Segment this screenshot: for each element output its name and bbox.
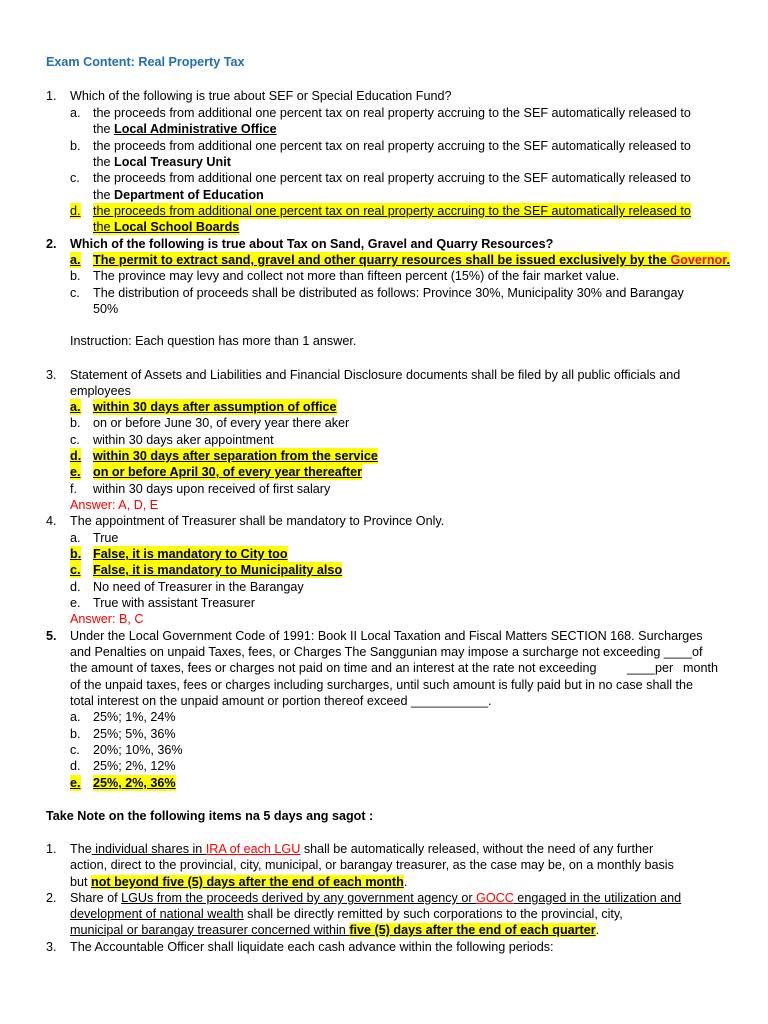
option-text: the <box>93 122 115 136</box>
option-text-highlighted: False, it is mandatory to City too <box>93 547 288 561</box>
option-text: within 30 days aker appointment <box>93 433 274 447</box>
option-text-highlighted: The permit to extract sand, gravel and other quarry resources shall be issued exclusively by the <box>93 253 671 267</box>
note-text-underlined: engaged in the utilization and <box>513 891 682 905</box>
page-title: Exam Content: Real Property Tax <box>46 55 245 69</box>
note-text-underlined: individual shares in <box>91 842 206 856</box>
note-text-underlined: municipal or barangay treasurer concerned within <box>70 923 350 937</box>
note-text-highlighted: five (5) days after the end of each quarter <box>349 923 596 937</box>
option-letter: b. <box>70 416 81 430</box>
question-text: Which of the following is true about Tax on Sand, Gravel and Quarry Resources? <box>70 237 554 251</box>
option-text: on or before June 30, of every year there aker <box>93 416 350 430</box>
question-text: the amount of taxes, fees or charges not paid on time and an interest at the rate not exceeding <box>70 661 597 675</box>
section-heading: Take Note on the following items na 5 days ang sagot : <box>46 809 374 823</box>
option-text: True with assistant Treasurer <box>93 596 255 610</box>
option-letter: a. <box>70 400 81 414</box>
option-letter: a. <box>70 531 81 545</box>
option-keyword: Local Administrative Office <box>114 122 277 136</box>
question-text: Under the Local Government Code of 1991: Book II Local Taxation and Fiscal Matters SECTION 168. Surcharges <box>70 629 703 643</box>
option-text-highlighted: the proceeds from additional one percent tax on real property accruing to the SEF automatically released to <box>93 204 691 218</box>
note-text-underlined: LGUs from the proceeds derived by any government agency or <box>121 891 477 905</box>
question-text: Statement of Assets and Liabilities and Financial Disclosure documents shall be filed by all public officials and <box>70 368 681 382</box>
option-letter: b. <box>70 547 82 561</box>
note-text: The <box>70 842 92 856</box>
answer-text: Answer: B, C <box>70 612 144 626</box>
note-number: 1. <box>46 842 57 856</box>
note-text-highlighted: not beyond five (5) days after the end of each month <box>91 875 404 889</box>
option-text: 25%; 5%, 36% <box>93 727 176 741</box>
option-letter: d. <box>70 449 82 463</box>
note-keyword-red: GOCC <box>476 891 514 905</box>
question-text: The appointment of Treasurer shall be mandatory to Province Only. <box>70 514 445 528</box>
option-text: No need of Treasurer in the Barangay <box>93 580 304 594</box>
note-text: but <box>70 875 92 889</box>
option-text: the <box>93 220 115 234</box>
option-text: The province may levy and collect not more than fifteen percent (15%) of the fair market value. <box>93 269 620 283</box>
option-letter: e. <box>70 776 81 790</box>
option-text: within 30 days upon received of first salary <box>93 482 331 496</box>
option-text: 25%; 1%, 24% <box>93 710 176 724</box>
question-text: Which of the following is true about SEF or Special Education Fund? <box>70 89 452 103</box>
option-keyword: Local School Boards <box>114 220 240 234</box>
option-text: the <box>93 188 115 202</box>
option-text-highlighted: on or before April 30, of every year thereafter <box>93 465 362 479</box>
option-letter: d. <box>70 759 81 773</box>
question-text: and Penalties on unpaid Taxes, fees, or Charges The Sanggunian may impose a surcharge not exceeding ____of <box>70 645 703 659</box>
option-letter: a. <box>70 106 81 120</box>
option-text-highlighted: within 30 days after assumption of office <box>93 400 337 414</box>
punctuation: . <box>595 923 600 937</box>
option-letter: f. <box>70 482 77 496</box>
option-text: the <box>93 155 115 169</box>
option-letter: b. <box>70 269 81 283</box>
option-letter: d. <box>70 204 81 218</box>
question-number: 1. <box>46 89 57 103</box>
question-text: employees <box>70 384 131 398</box>
question-number: 4. <box>46 514 57 528</box>
answer-text: Answer: A, D, E <box>70 498 159 512</box>
option-letter: c. <box>70 171 80 185</box>
option-letter: c. <box>70 286 80 300</box>
option-text-highlighted: False, it is mandatory to Municipality also <box>93 563 343 577</box>
option-letter: e. <box>70 465 81 479</box>
question-text: ____per <box>627 661 674 675</box>
note-text: Share of <box>70 891 122 905</box>
option-text: the proceeds from additional one percent tax on real property accruing to the SEF automatically released to <box>93 139 691 153</box>
option-text: the proceeds from additional one percent tax on real property accruing to the SEF automatically released to <box>93 171 691 185</box>
option-text-highlighted: 25%, 2%, 36% <box>93 776 176 790</box>
question-text: total interest on the unpaid amount or portion thereof exceed ___________. <box>70 694 492 708</box>
note-number: 2. <box>46 891 57 905</box>
option-letter: c. <box>70 563 81 577</box>
option-keyword: Local Treasury Unit <box>114 155 231 169</box>
note-text: The Accountable Officer shall liquidate each cash advance within the following periods: <box>70 940 554 954</box>
option-text: 25%; 2%, 12% <box>93 759 176 773</box>
question-number: 5. <box>46 629 57 643</box>
question-text: of the unpaid taxes, fees or charges including surcharges, until such amount is fully paid but in no case shall the <box>70 678 694 692</box>
note-text-underlined: development of national wealth <box>70 907 244 921</box>
option-text: The distribution of proceeds shall be distributed as follows: Province 30%, Municipality 30% and Barangay <box>93 286 684 300</box>
option-letter: b. <box>70 139 81 153</box>
note-keyword-red: IRA of each LGU <box>205 842 301 856</box>
option-text-highlighted: within 30 days after separation from the service <box>93 449 378 463</box>
option-letter: a. <box>70 710 81 724</box>
note-text: shall be automatically released, without the need of any further <box>300 842 654 856</box>
option-letter: e. <box>70 596 81 610</box>
option-keyword-red: Governor <box>670 253 727 267</box>
option-text: True <box>93 531 119 545</box>
option-letter: c. <box>70 433 80 447</box>
option-text: 20%; 10%, 36% <box>93 743 183 757</box>
question-text: month <box>683 661 719 675</box>
note-text: shall be directly remitted by such corporations to the provincial, city, <box>247 907 623 921</box>
note-number: 3. <box>46 940 57 954</box>
option-text: 50% <box>93 302 119 316</box>
option-text: the proceeds from additional one percent tax on real property accruing to the SEF automatically released to <box>93 106 691 120</box>
question-number: 3. <box>46 368 57 382</box>
punctuation: . <box>403 875 408 889</box>
option-letter: b. <box>70 727 81 741</box>
option-letter: a. <box>70 253 81 267</box>
instruction-text: Instruction: Each question has more than 1 answer. <box>70 334 357 348</box>
punctuation: . <box>726 253 730 267</box>
option-keyword: Department of Education <box>114 188 264 202</box>
option-letter: c. <box>70 743 80 757</box>
option-letter: d. <box>70 580 81 594</box>
question-number: 2. <box>46 237 57 251</box>
note-text: action, direct to the provincial, city, municipal, or barangay treasurer, as the case may be, on a monthly basis <box>70 858 674 872</box>
